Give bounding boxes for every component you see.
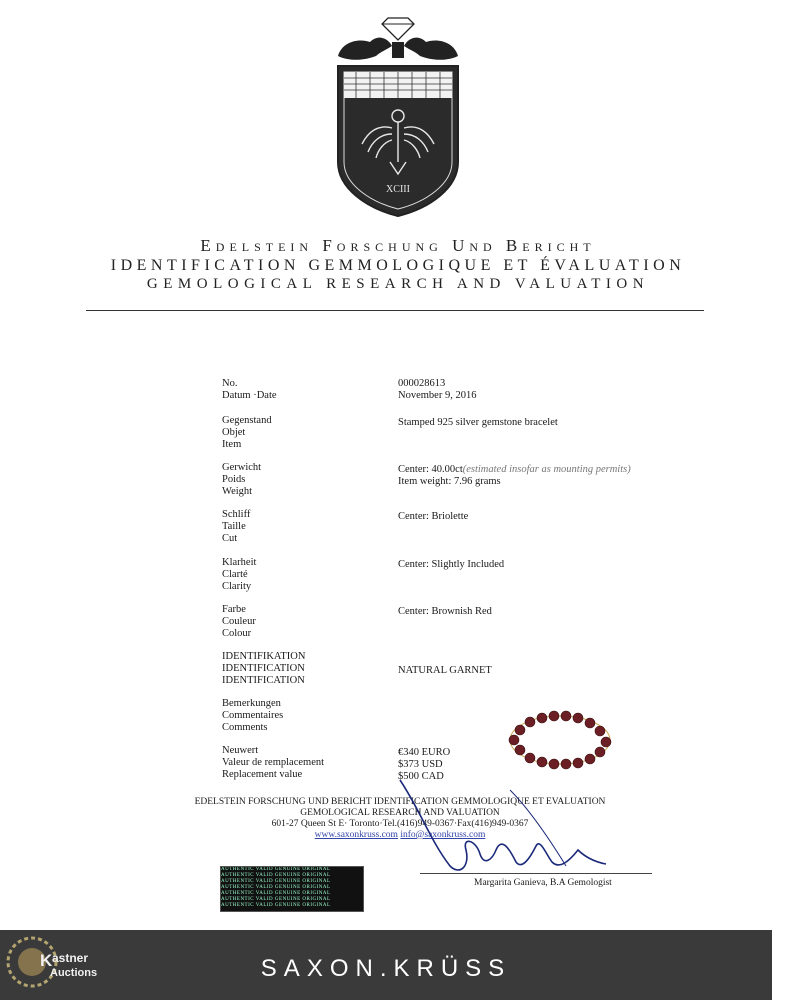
label-weight-en: Weight bbox=[222, 486, 253, 497]
label-comments-de: Bemerkungen bbox=[222, 698, 281, 709]
label-weight-de: Gerwicht bbox=[222, 462, 262, 473]
label-cut-fr: Taille bbox=[222, 521, 246, 532]
svg-text:K: K bbox=[40, 951, 53, 970]
value-item: Stamped 925 silver gemstone bracelet bbox=[398, 417, 558, 428]
label-colour-de: Farbe bbox=[222, 604, 246, 615]
value-report-number: 000028613 bbox=[398, 378, 446, 389]
value-item-weight: Item weight: 7.96 grams bbox=[398, 476, 501, 487]
value-identification: NATURAL GARNET bbox=[398, 665, 492, 676]
website-link[interactable]: www.saxonkruss.com bbox=[314, 830, 398, 840]
label-comments-en: Comments bbox=[222, 722, 268, 733]
label-identification-fr: IDENTIFICATION bbox=[222, 663, 305, 674]
garnet-bracelet-image bbox=[500, 700, 620, 780]
label-date: Datum ·Date bbox=[222, 390, 277, 401]
email-link[interactable]: info@saxonkruss.com bbox=[400, 830, 486, 840]
value-clarity: Center: Slightly Included bbox=[398, 559, 505, 570]
label-value-fr: Valeur de remplacement bbox=[222, 757, 325, 768]
value-cut: Center: Briolette bbox=[398, 511, 469, 522]
header-line-french: IDENTIFICATION GEMMOLOGIQUE ET ÉVALUATION bbox=[110, 257, 686, 274]
signature-image bbox=[380, 770, 660, 880]
label-value-en: Replacement value bbox=[222, 769, 303, 780]
label-cut-de: Schliff bbox=[222, 509, 251, 520]
header-line-german: Edelstein Forschung Und Bericht bbox=[200, 236, 596, 255]
label-identification-de: IDENTIFIKATION bbox=[222, 651, 306, 662]
label-number: No. bbox=[222, 378, 238, 389]
label-item-de: Gegenstand bbox=[222, 415, 272, 426]
label-item-fr: Objet bbox=[222, 427, 246, 438]
label-colour-fr: Couleur bbox=[222, 616, 256, 627]
signatory-name: Margarita Ganieva, B.A Gemologist bbox=[474, 878, 612, 888]
label-identification-en: IDENTIFICATION bbox=[222, 675, 305, 686]
crest-numeral: XCIII bbox=[386, 184, 410, 195]
label-item-en: Item bbox=[222, 439, 242, 450]
kastner-auctions-logo-icon bbox=[4, 932, 116, 994]
footer-line-2: GEMOLOGICAL RESEARCH AND VALUATION bbox=[300, 808, 500, 818]
weight-note: (estimated insofar as mounting permits) bbox=[462, 464, 631, 475]
label-value-de: Neuwert bbox=[222, 745, 259, 756]
svg-text:Auctions: Auctions bbox=[50, 967, 98, 979]
svg-text:astner: astner bbox=[52, 951, 89, 965]
value-usd: $373 USD bbox=[398, 759, 443, 770]
authenticity-hologram: AUTHENTIC VALID GENUINE ORIGINAL AUTHENTIC VALID GENUINE ORIGINAL AUTHENTIC VALID GENUINE ORIGINAL AUTHENTIC VALID GENUINE ORIGINAL AUTHENTIC VALID GENUINE ORIGINAL AUTHENTIC VALID GENUINE ORIGINAL AUTHENTIC VALID GENUINE ORIGINAL bbox=[220, 866, 364, 912]
value-center-weight: Center: 40.00ct(estimated insofar as mounting permits) bbox=[398, 464, 631, 475]
label-clarity-fr: Clarté bbox=[222, 569, 248, 580]
label-clarity-de: Klarheit bbox=[222, 557, 257, 568]
label-colour-en: Colour bbox=[222, 628, 252, 639]
value-date: November 9, 2016 bbox=[398, 390, 477, 401]
value-euro: €340 EURO bbox=[398, 747, 451, 758]
signature-line bbox=[420, 873, 652, 874]
label-comments-fr: Commentaires bbox=[222, 710, 284, 721]
label-clarity-en: Clarity bbox=[222, 581, 252, 592]
label-weight-fr: Poids bbox=[222, 474, 246, 485]
header-divider bbox=[86, 310, 704, 311]
brand-name: SAXON.KRÜSS bbox=[260, 955, 512, 982]
label-cut-en: Cut bbox=[222, 533, 238, 544]
value-cad: $500 CAD bbox=[398, 771, 444, 782]
header-line-english: GEMOLOGICAL RESEARCH AND VALUATION bbox=[146, 276, 650, 292]
footer-line-3: 601-27 Queen St E· Toronto·Tel.(416)949-0367·Fax(416)949-0367 bbox=[271, 819, 529, 829]
crest-emblem-icon bbox=[330, 12, 466, 217]
footer-line-1: EDELSTEIN FORSCHUNG UND BERICHT IDENTIFICATION GEMMOLOGIQUE ET EVALUATION bbox=[194, 797, 606, 807]
value-colour: Center: Brownish Red bbox=[398, 606, 492, 617]
